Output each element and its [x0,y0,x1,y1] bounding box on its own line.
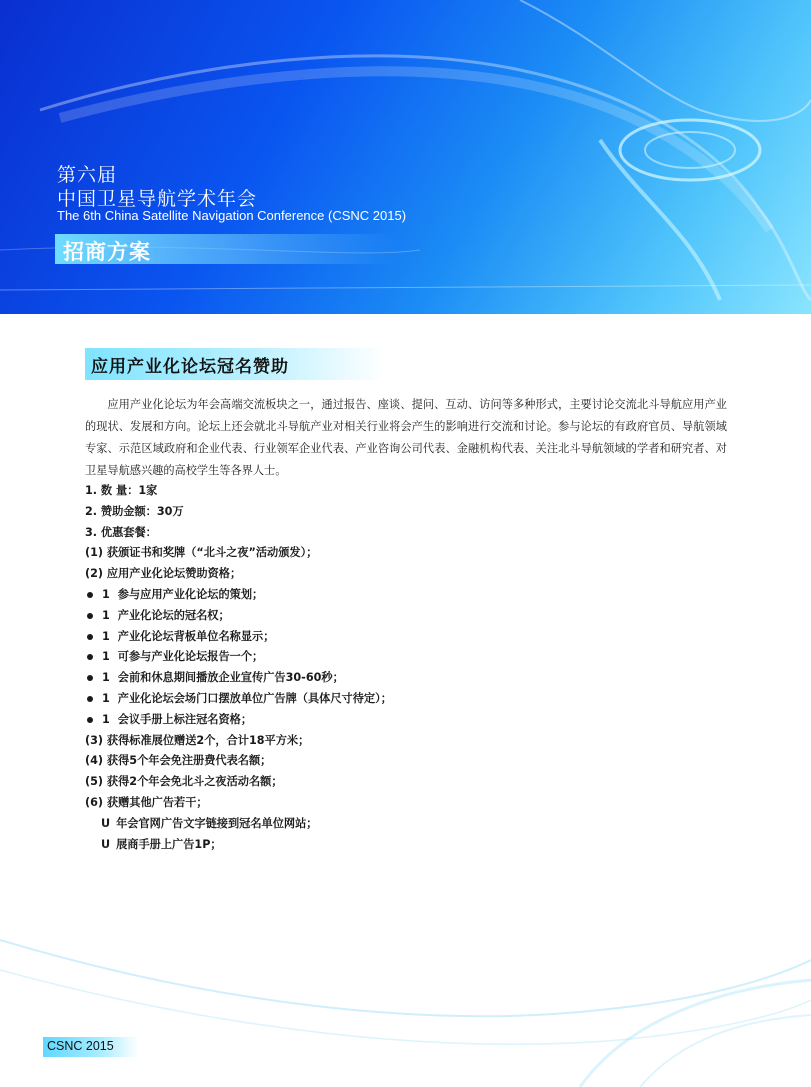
bullet-dot-icon [87,717,93,723]
bullet-text: 产业化论坛背板单位名称显示； [117,629,275,643]
package-item-1: (1) 获颁证书和奖牌（“北斗之夜”活动颁发）； [85,546,318,560]
bullet-dot-icon [87,654,93,660]
section-heading: 应用产业化论坛冠名赞助 [91,357,289,377]
benefit-bullet [85,689,727,710]
package-item-2: (2) 应用产业化论坛赞助资格； [85,567,242,581]
bullet-number: 1 [102,650,110,664]
plan-tag-label: 招商方案 [63,240,151,264]
conference-title: 中国卫星导航学术年会 [57,188,258,210]
header-banner [0,0,811,314]
benefit-bullet [85,710,727,731]
section-content [85,394,727,855]
item-package: 3. 优惠套餐： [85,525,157,539]
bullet-text: 可参与产业化论坛报告一个； [117,650,264,664]
sub-item-marker: U [101,837,111,851]
bullet-number: 1 [102,629,110,643]
item-quantity: 1. 数 量：1家 [85,484,158,497]
bullet-text: 产业化论坛会场门口摆放单位广告牌（具体尺寸待定）； [117,691,392,705]
footer-label: CSNC 2015 [47,1039,114,1053]
intro-paragraph: 应用产业化论坛为年会高端交流板块之一，通过报告、座谈、提问、互动、访问等多种形式，主要讨论交流北斗导航应用产业的现状、发展和方向。论坛上还会就北斗导航产业对相关行业将会产生的影响进行交流和讨论。参与论坛的有政府官员、导航领域专家、示范区域政府和企业代表、行业领军企业代表、产业咨询公司代表、金融机构代表、关注北斗导航领域的学者和研究者、对卫星导航感兴趣的高校学生等各界人士。 [85,398,727,477]
sub-item-marker: U [101,816,111,830]
item-amount: 2. 赞助金额：30万 [85,504,184,518]
banner-wave-decoration [0,0,811,314]
package-item-4: (4) 获得5个年会免注册费代表名额； [85,754,272,768]
bullet-text: 会议手册上标注冠名资格； [117,712,253,726]
bullet-text: 会前和休息期间播放企业宣传广告30-60秒； [117,671,344,685]
benefit-bullet [85,668,727,689]
bullet-dot-icon [87,613,93,619]
conference-edition: 第六届 [57,164,118,186]
bullet-number: 1 [102,671,110,685]
conference-title-en: The 6th China Satellite Navigation Conference (CSNC 2015) [57,208,407,223]
bullet-number: 1 [102,587,110,601]
plan-tag [55,234,395,264]
bullet-number: 1 [102,608,110,622]
bullet-text: 参与应用产业化论坛的策划； [117,587,264,601]
bullet-dot-icon [87,696,93,702]
ad-sub-item [85,835,727,856]
bullet-text: 产业化论坛的冠名权； [117,608,230,622]
package-item-5: (5) 获得2个年会免北斗之夜活动名额； [85,775,283,789]
footer-tag [43,1037,139,1057]
sub-item-text: 年会官网广告文字链接到冠名单位网站； [116,816,318,830]
package-item-3: (3) 获得标准展位赠送2个，合计18平方米； [85,733,310,747]
sub-item-text: 展商手册上广告1P； [116,837,222,851]
ad-sub-item [85,814,727,835]
benefit-bullet [85,606,727,627]
benefit-bullet [85,585,727,606]
benefit-bullet [85,627,727,648]
bullet-number: 1 [102,691,110,705]
bullet-dot-icon [87,675,93,681]
bullet-dot-icon [87,634,93,640]
bullet-number: 1 [102,712,110,726]
section-heading-bar [85,348,385,380]
bullet-dot-icon [87,592,93,598]
benefit-bullet [85,647,727,668]
package-item-6: (6) 获赠其他广告若干； [85,795,208,809]
